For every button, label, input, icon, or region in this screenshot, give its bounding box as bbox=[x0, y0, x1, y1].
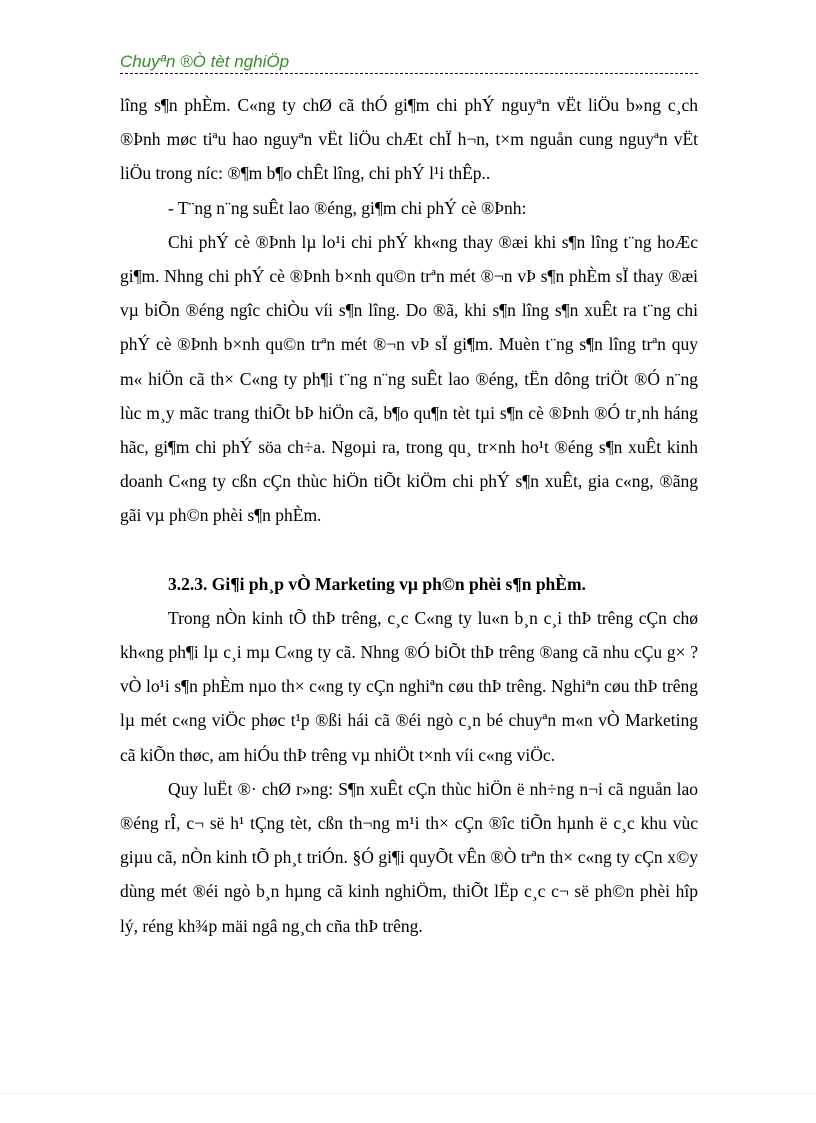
running-header-title: Chuyªn ®Ò tèt nghiÖp bbox=[120, 52, 290, 71]
paragraph-continued: lîng s¶n phÈm. C«ng ty chØ cã thÓ gi¶m chi phÝ nguyªn vËt liÖu b»ng c¸ch ®Þnh møc tiªu hao nguyªn vËt liÖu chÆt chÏ h¬n, t×m nguån cung nguyªn vËt liÖu trong níc: ®¶m b¶o chÊt lîng, chi phÝ l¹i thÊp.. bbox=[120, 95, 698, 184]
paragraph-market-research: Trong nÒn kinh tÕ thÞ trêng, c¸c C«ng ty lu«n b¸n c¸i thÞ trêng cÇn chø kh«ng ph¶i lµ c¸i mµ C«ng ty cã. Nhng ®Ó biÕt thÞ trêng ®ang cã nhu cÇu g× ? vÒ lo¹i s¶n phÈm nµo th× c«ng ty cÇn nghiªn cøu thÞ trêng. Nghiªn cøu thÞ trêng lµ mét c«ng viÖc phøc t¹p ®ßi hái cã ®éi ngò c¸n bé chuyªn m«n vÒ Marketing cã kiÕn thøc, am hiÓu thÞ trêng vµ nhiÖt t×nh víi c«ng viÖc. bbox=[120, 607, 698, 765]
paragraph-fixed-costs: Chi phÝ cè ®Þnh lµ lo¹i chi phÝ kh«ng thay ®æi khi s¶n lîng t¨ng hoÆc gi¶m. Nhng chi phÝ cè ®Þnh b×nh qu©n trªn mét ®¬n vÞ s¶n phÈm sÏ thay ®æi vµ biÕn ®éng ngîc chiÒu víi s¶n lîng. Do ®ã, khi s¶n lîng s¶n xuÊt ra t¨ng chi phÝ cè ®Þnh b×nh qu©n trªn mét ®¬n vÞ sÏ gi¶m. Muèn t¨ng s¶n lîng trªn quy m« hiÖn cã th× C«ng ty ph¶i t¨ng n¨ng suÊt lao ®éng, tËn dông triÖt ®Ó n¨ng lùc m¸y mãc trang thiÕt bÞ hiÖn cã, b¶o qu¶n tèt tµi s¶n cè ®Þnh ®Ó tr¸nh háng hãc, gi¶m chi phÝ söa ch÷a. Ngoµi ra, trong qu¸ tr×nh ho¹t ®éng s¶n xuÊt kinh doanh C«ng ty cßn cÇn thùc hiÖn tiÕt kiÖm chi phÝ s¶n xuÊt, gia c«ng, ®ãng gãi vµ ph©n phèi s¶n phÈm. bbox=[120, 231, 698, 526]
header-dashed-rule bbox=[120, 73, 698, 74]
list-item-labor-productivity: - T¨ng n¨ng suÊt lao ®éng, gi¶m chi phÝ cè ®Þnh: bbox=[168, 197, 527, 218]
document-body bbox=[120, 88, 698, 943]
page-bottom-edge bbox=[0, 1093, 816, 1094]
paragraph-distribution: Quy luËt ®· chØ r»ng: S¶n xuÊt cÇn thùc hiÖn ë nh÷ng n¬i cã nguån lao ®éng rÎ, c¬ së h¹ tÇng tèt, cßn th¬ng m¹i th× cÇn ®îc tiÕn hµnh ë c¸c khu vùc giµu cã, nÒn kinh tÕ ph¸t triÓn. §Ó gi¶i quyÕt vÊn ®Ò trªn th× c«ng ty cÇn x©y dùng mét ®éi ngò b¸n hµng cã kinh nghiÖm, thiÕt lËp c¸c c¬ së ph©n phèi hîp lý, réng kh¾p mäi ngâ ng¸ch cña thÞ trêng. bbox=[120, 778, 698, 936]
section-heading-marketing: 3.2.3. Gi¶i ph¸p vÒ Marketing vµ ph©n phèi s¶n phÈm. bbox=[168, 573, 586, 594]
